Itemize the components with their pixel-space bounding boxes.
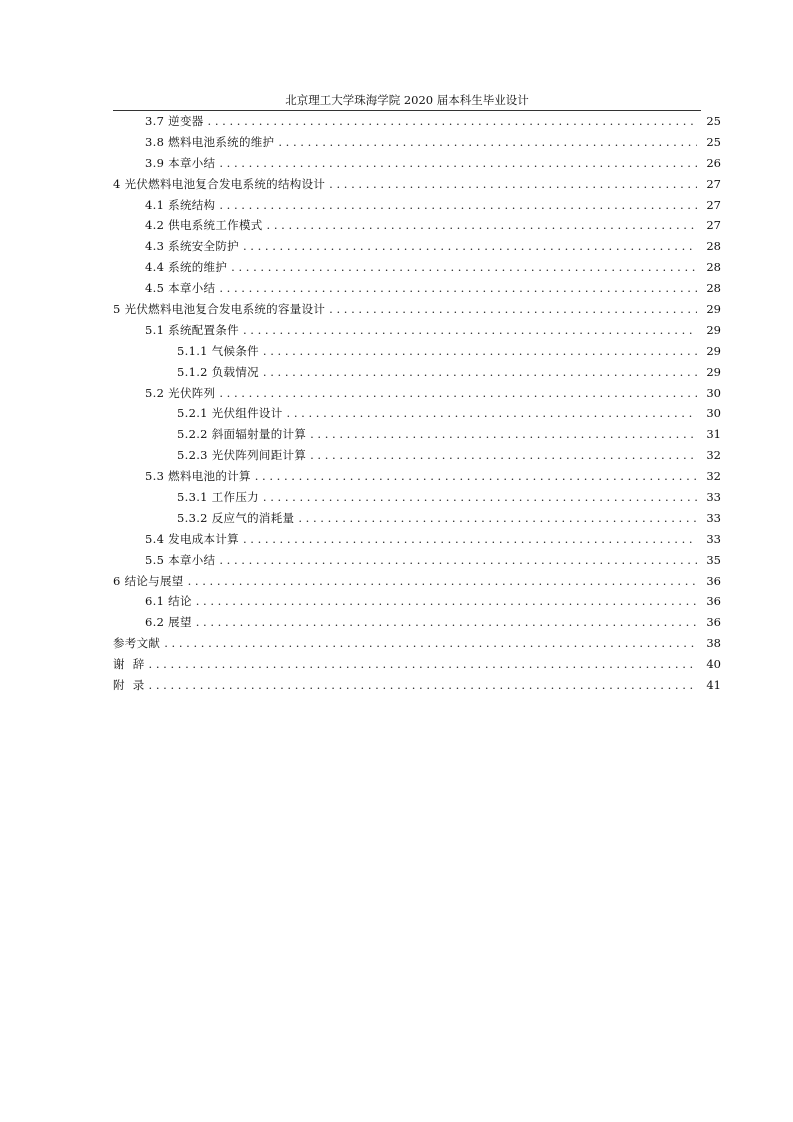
toc-entry[interactable] bbox=[113, 197, 721, 218]
toc-entry[interactable] bbox=[113, 593, 721, 614]
toc-dot-leader bbox=[149, 678, 697, 692]
toc-page-number: 29 bbox=[706, 322, 721, 337]
toc-dot-leader bbox=[219, 156, 697, 170]
toc-entry-title: 4.5 本章小结 bbox=[145, 281, 216, 296]
toc-dot-leader bbox=[219, 386, 697, 400]
toc-dot-leader bbox=[310, 448, 697, 462]
header-title: 北京理工大学珠海学院 2020 届本科生毕业设计 bbox=[285, 93, 529, 107]
toc-entry-title: 3.9 本章小结 bbox=[145, 155, 216, 170]
toc-entry-title: 6.1 结论 bbox=[145, 594, 192, 609]
toc-page-number: 29 bbox=[706, 302, 721, 317]
toc-page-number: 27 bbox=[706, 176, 721, 191]
toc-dot-leader bbox=[243, 532, 697, 546]
toc-entry-title: 附 录 bbox=[113, 678, 145, 693]
toc-entry-title: 5.2.2 斜面辐射量的计算 bbox=[177, 427, 307, 442]
toc-entry-title: 3.7 逆变器 bbox=[145, 114, 204, 128]
toc-entry-title: 4.2 供电系统工作模式 bbox=[145, 218, 263, 233]
toc-entry[interactable] bbox=[113, 468, 721, 489]
toc-dot-leader bbox=[267, 218, 697, 232]
toc-entry[interactable] bbox=[113, 280, 721, 301]
toc-entry[interactable] bbox=[113, 155, 721, 176]
toc-dot-leader bbox=[196, 615, 697, 629]
toc-entry-title: 6.2 展望 bbox=[145, 615, 192, 630]
toc-page-number: 41 bbox=[706, 678, 721, 693]
toc-page-number: 33 bbox=[706, 531, 721, 546]
page-header bbox=[113, 91, 701, 111]
toc-entry-title: 5.1 系统配置条件 bbox=[145, 322, 239, 337]
toc-entry-title: 谢 辞 bbox=[113, 657, 145, 672]
toc-entry[interactable] bbox=[113, 343, 721, 364]
toc-page-number: 33 bbox=[706, 490, 721, 505]
toc-entry[interactable] bbox=[113, 176, 721, 197]
toc-entry[interactable] bbox=[113, 656, 721, 677]
toc-entry[interactable] bbox=[113, 217, 721, 238]
toc-page-number: 30 bbox=[706, 406, 721, 421]
toc-dot-leader bbox=[278, 135, 697, 149]
toc-dot-leader bbox=[188, 574, 697, 588]
toc-entry-title: 5.1.2 负载情况 bbox=[177, 364, 259, 379]
toc-entry[interactable] bbox=[113, 635, 721, 656]
toc-dot-leader bbox=[231, 260, 697, 274]
toc-page-number: 40 bbox=[706, 657, 721, 672]
toc-dot-leader bbox=[287, 406, 697, 420]
toc-page-number: 38 bbox=[706, 636, 721, 651]
toc-page-number: 25 bbox=[706, 114, 721, 128]
toc-entry-title: 3.8 燃料电池系统的维护 bbox=[145, 134, 275, 149]
toc-entry-title: 5.2.1 光伏组件设计 bbox=[177, 406, 283, 421]
toc-entry-title: 5.3.2 反应气的消耗量 bbox=[177, 510, 295, 525]
toc-entry[interactable] bbox=[113, 447, 721, 468]
toc-entry-title: 参考文献 bbox=[113, 636, 161, 651]
toc-page-number: 25 bbox=[706, 134, 721, 149]
toc-entry[interactable] bbox=[113, 531, 721, 552]
toc-dot-leader bbox=[164, 636, 697, 650]
toc-entry-title: 4.3 系统安全防护 bbox=[145, 239, 239, 254]
toc-entry[interactable] bbox=[113, 489, 721, 510]
toc-entry-title: 4.1 系统结构 bbox=[145, 197, 216, 212]
toc-entry[interactable] bbox=[113, 552, 721, 573]
toc-entry[interactable] bbox=[113, 385, 721, 406]
toc-entry[interactable] bbox=[113, 405, 721, 426]
toc-dot-leader bbox=[219, 281, 697, 295]
toc-dot-leader bbox=[196, 594, 697, 608]
toc-entry[interactable] bbox=[113, 259, 721, 280]
toc-dot-leader bbox=[219, 198, 697, 212]
toc-page-number: 30 bbox=[706, 385, 721, 400]
toc-entry-title: 5 光伏燃料电池复合发电系统的容量设计 bbox=[113, 302, 326, 317]
toc-dot-leader bbox=[263, 490, 697, 504]
toc-entry-title: 5.4 发电成本计算 bbox=[145, 531, 239, 546]
toc-dot-leader bbox=[243, 239, 697, 253]
toc-page-number: 27 bbox=[706, 197, 721, 212]
toc-entry-title: 6 结论与展望 bbox=[113, 573, 184, 588]
toc-entry-title: 5.2.3 光伏阵列间距计算 bbox=[177, 448, 307, 463]
toc-dot-leader bbox=[298, 511, 697, 525]
toc-entry-title: 5.1.1 气候条件 bbox=[177, 343, 259, 358]
toc-page-number: 32 bbox=[706, 469, 721, 484]
toc-entry-title: 4.4 系统的维护 bbox=[145, 260, 228, 275]
toc-page-number: 28 bbox=[706, 281, 721, 296]
toc-dot-leader bbox=[243, 323, 697, 337]
toc-page-number: 32 bbox=[706, 448, 721, 463]
toc-page-number: 31 bbox=[706, 427, 721, 442]
toc-entry-title: 4 光伏燃料电池复合发电系统的结构设计 bbox=[113, 176, 326, 191]
toc-dot-leader bbox=[219, 553, 697, 567]
toc-entry[interactable] bbox=[113, 322, 721, 343]
toc-page-number: 26 bbox=[706, 155, 721, 170]
toc-entry[interactable] bbox=[113, 573, 721, 594]
toc-entry[interactable] bbox=[113, 364, 721, 385]
toc-page-number: 27 bbox=[706, 218, 721, 233]
toc-page-number: 33 bbox=[706, 510, 721, 525]
toc-dot-leader bbox=[263, 365, 697, 379]
toc-entry-title: 5.5 本章小结 bbox=[145, 552, 216, 567]
toc-dot-leader bbox=[310, 427, 697, 441]
toc-dot-leader bbox=[255, 469, 697, 483]
toc-dot-leader bbox=[329, 177, 697, 191]
toc-entry[interactable] bbox=[113, 677, 721, 698]
toc-page-number: 36 bbox=[706, 573, 721, 588]
toc-entry[interactable] bbox=[113, 134, 721, 155]
toc-entry-title: 5.2 光伏阵列 bbox=[145, 385, 216, 400]
toc-dot-leader bbox=[329, 302, 697, 316]
toc-entry[interactable] bbox=[113, 301, 721, 322]
toc-dot-leader bbox=[263, 344, 697, 358]
toc-page-number: 29 bbox=[706, 364, 721, 379]
toc-entry[interactable] bbox=[113, 113, 721, 134]
toc-page-number: 28 bbox=[706, 239, 721, 254]
toc-entry-title: 5.3 燃料电池的计算 bbox=[145, 469, 251, 484]
toc-page-number: 36 bbox=[706, 594, 721, 609]
toc-page-number: 29 bbox=[706, 343, 721, 358]
table-of-contents bbox=[113, 113, 721, 698]
toc-entry[interactable] bbox=[113, 238, 721, 259]
toc-page-number: 36 bbox=[706, 615, 721, 630]
toc-entry[interactable] bbox=[113, 614, 721, 635]
toc-entry[interactable] bbox=[113, 510, 721, 531]
toc-entry-title: 5.3.1 工作压力 bbox=[177, 490, 259, 505]
toc-page-number: 35 bbox=[706, 552, 721, 567]
toc-page-number: 28 bbox=[706, 260, 721, 275]
toc-dot-leader bbox=[208, 114, 697, 128]
toc-entry[interactable] bbox=[113, 426, 721, 447]
toc-dot-leader bbox=[149, 657, 697, 671]
